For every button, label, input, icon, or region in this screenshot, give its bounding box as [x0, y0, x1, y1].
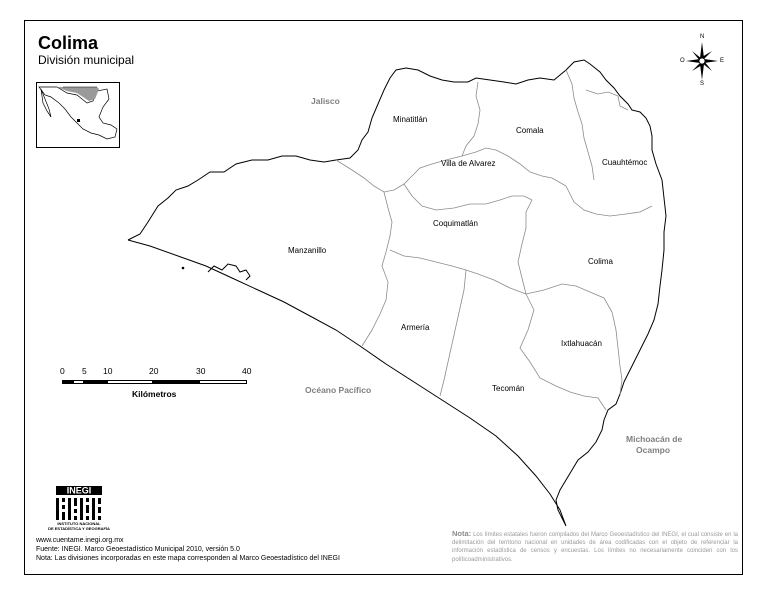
disclaimer-label: Nota:	[452, 529, 472, 538]
municipality-label-comala: Comala	[516, 126, 544, 135]
scale-tick: 5	[82, 366, 87, 376]
neighbor-label-michoacan-line2: Ocampo	[636, 445, 671, 455]
compass-north-label: N	[700, 34, 705, 40]
municipality-label-colima: Colima	[588, 257, 613, 266]
state-boundary	[128, 60, 666, 526]
scale-segment	[62, 380, 73, 384]
municipality-label-armeria: Armería	[401, 323, 430, 332]
neighbor-label-michoacan-line1: Michoacán de	[626, 434, 683, 444]
footer-url: www.cuentame.inegi.org.mx	[36, 537, 124, 544]
scale-tick: 30	[196, 366, 206, 376]
scale-bar	[60, 366, 260, 406]
compass-south-label: S	[700, 81, 705, 87]
municipality-label-manzanillo: Manzanillo	[288, 246, 327, 255]
compass-east-label: E	[720, 58, 725, 64]
scale-unit-label: Kilómetros	[132, 389, 177, 399]
municipality-label-minatitlan: Minatitlán	[393, 115, 428, 124]
neighbor-label-pacific-ocean: Océano Pacífico	[305, 385, 372, 395]
logo-wordmark: INEGI	[66, 486, 92, 496]
scale-tick: 40	[242, 366, 252, 376]
scale-tick: 0	[60, 366, 65, 376]
scale-segment	[199, 380, 247, 384]
scale-segment	[153, 380, 199, 384]
disclaimer-note	[452, 530, 738, 564]
municipal-boundaries	[336, 70, 652, 410]
municipality-label-coquimatlan: Coquimatlán	[433, 219, 478, 228]
municipality-label-tecoman: Tecomán	[492, 384, 525, 393]
map-title: Colima	[38, 33, 99, 53]
logo-line2: DE ESTADÍSTICA Y GEOGRAFÍA	[48, 526, 110, 531]
scale-segment	[73, 380, 84, 384]
map-subtitle: División municipal	[38, 53, 135, 67]
logo-line1: INSTITUTO NACIONAL	[57, 521, 101, 526]
municipality-label-cuauhtemoc: Cuauhtémoc	[602, 158, 648, 167]
scale-segment	[107, 380, 153, 384]
footer-note: Nota: Las divisiones incorporadas en este mapa corresponden al Marco Geoestadístico del INEGI	[36, 555, 340, 562]
neighbor-label-jalisco: Jalisco	[311, 96, 340, 106]
municipality-label-ixtlahuacan: Ixtlahuacán	[561, 339, 602, 348]
compass-west-label: O	[680, 58, 685, 64]
scale-tick: 20	[149, 366, 159, 376]
scale-segment	[84, 380, 107, 384]
disclaimer-text: Los límites estatales fueron compilados del Marco Geoestadístico del INEGI, el cual consiste en la delimitación del territorio nacional en unidades de área codificadas con el objeto de referenciar la información estadística de censos y encuestas. Los límites no necesariamente coinciden con los políticoadministrativos.	[452, 532, 738, 563]
footer-source: Fuente: INEGI. Marco Geoestadístico Municipal 2010, versión 5.0	[36, 546, 240, 553]
municipality-label-villa-de-alvarez: Villa de Alvarez	[441, 159, 496, 168]
scale-tick: 10	[103, 366, 113, 376]
